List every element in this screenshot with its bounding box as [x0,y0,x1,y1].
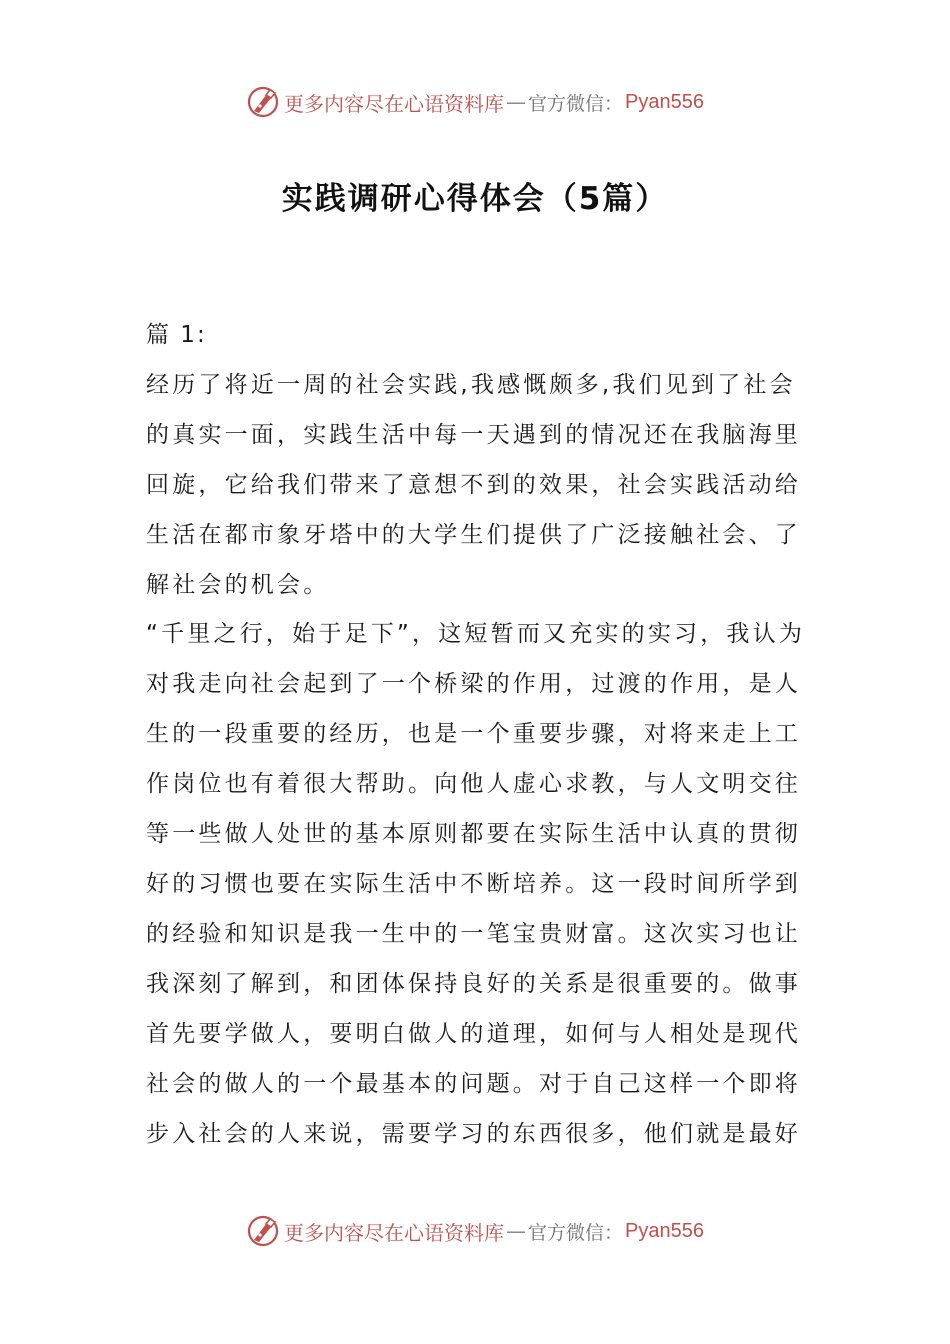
pen-nib-circle-icon [246,1214,280,1248]
document-title: 实践调研心得体会（5篇） [281,181,669,217]
pen-nib-circle-icon [246,85,280,119]
document-body [146,311,806,1159]
header-wechat-label: 官方微信： [528,92,624,115]
paragraph: “千里之行，始于足下”，这短暂而又充实的实习，我认为对我走向社会起到了一个桥梁的作用，过渡的作用，是人生的一段重要的经历，也是一个重要步骤，对将来走上工作岗位也有着很大帮助。向他人虚心求教，与人文明交往等一些做人处世的基本原则都要在实际生活中认真的贯彻好的习惯也要在实际生活中不断培养。这一段时间所学到的经验和知识是我一生中的一笔宝贵财富。这次实习也让我深刻了解到，和团体保持良好的关系是很重要的。做事首先要学做人，要明白做人的道理，如何与人相处是现代社会的做人的一个最基本的问题。对于自己这样一个即将步入社会的人来说，需要学习的东西很多，他们就是最好 [146,621,806,1147]
header-wechat-handle: Pyan556 [625,90,704,113]
footer-separator: — [506,1219,526,1243]
footer-wechat-handle: Pyan556 [625,1219,704,1242]
footer-banner [0,1211,950,1251]
footer-brand-text: 更多内容尽在心语资料库 [284,1220,504,1245]
section-label: 篇 1: [146,322,207,348]
header-separator: — [506,90,526,114]
footer-wechat-label: 官方微信： [528,1221,624,1244]
paragraph: 经历了将近一周的社会实践,我感慨颇多,我们见到了社会的真实一面，实践生活中每一天遇到的情况还在我脑海里回旋，它给我们带来了意想不到的效果，社会实践活动给生活在都市象牙塔中的大学生们提供了广泛接触社会、了解社会的机会。 [146,371,801,598]
header-banner [0,82,950,122]
header-brand-text: 更多内容尽在心语资料库 [284,91,504,116]
